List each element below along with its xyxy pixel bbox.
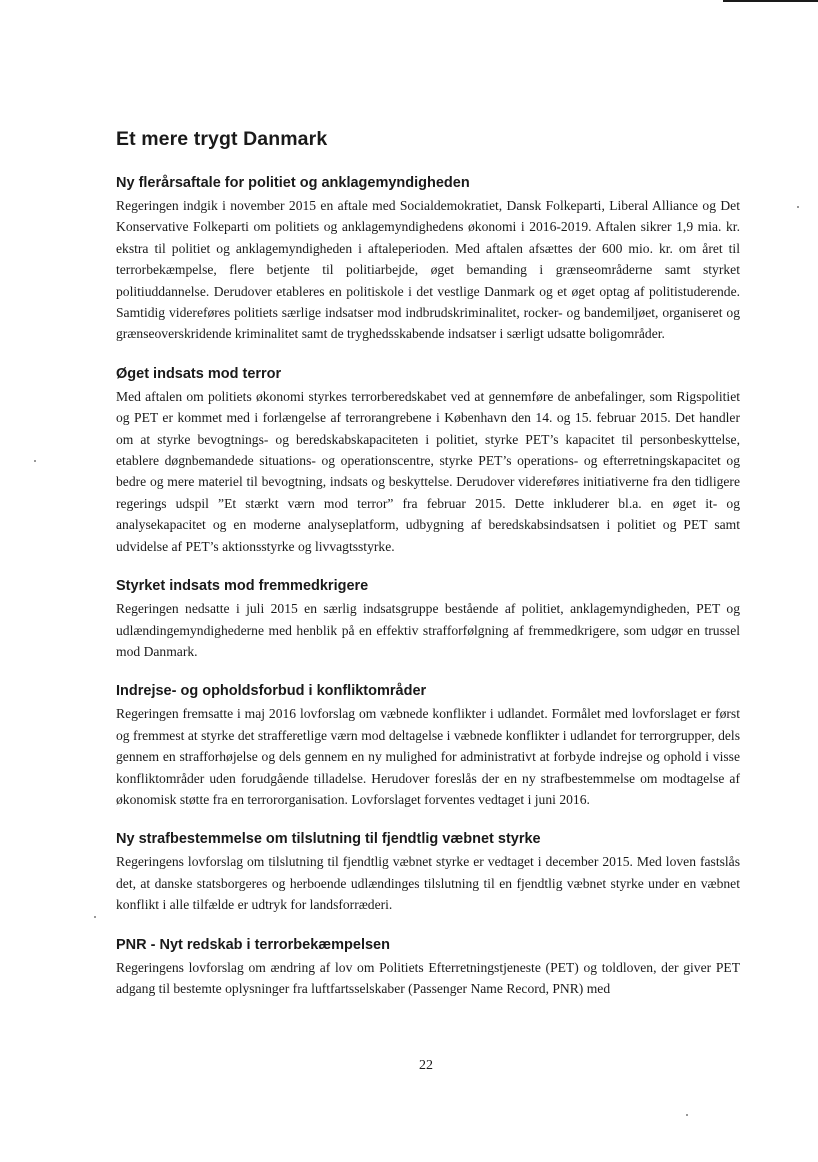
section-heading: PNR - Nyt redskab i terrorbekæmpelsen — [116, 936, 390, 953]
section-body: Regeringens lovforslag om ændring af lov om Politiets Efterretningstjeneste (PET) og toldloven, der giver PET adgang til bestemte oplysninger fra luftfartsselskaber (Passenger Name Record, PNR) med — [116, 959, 740, 996]
section-pnr — [116, 936, 740, 1000]
section-body: Med aftalen om politiets økonomi styrkes terrorberedskabet ved at gennemføre de anbefalinger, som Rigspolitiet og PET er kommet med i forlængelse af terrorangrebene i København den 14. og 15. februar 2015. Det handler om at styrke bevogtnings- og beredskabskapaciteten i politiet, styrke PET’s kapacitet til personbeskyttelse, etablere døgnbemandede situations- og operationscentre, styrke PET’s operations- og efterretningskapacitet og bedre og mere materiel til bevogtning, indsats og beskyttelse. Derudover videreføres initiativerne fra den tidligere regerings udspil ”Et stærkt værn mod terror” fra februar 2015. Dette inkluderer bl.a. en øget it- og analysekapacitet og en moderne analyseplatform, udbygning af beredskabsindsatsen i politiet og PET samt udvidelse af PET’s aktionsstyrke og livvagtsstyrke. — [116, 388, 740, 554]
scan-speck — [94, 916, 96, 918]
document-page — [116, 128, 740, 1019]
section-heading: Ny flerårsaftale for politiet og anklagemyndigheden — [116, 175, 470, 191]
scan-speck — [34, 460, 36, 462]
section-fremmedkrigere — [116, 577, 740, 662]
section-flerarsaftale — [116, 174, 740, 345]
section-heading: Styrket indsats mod fremmedkrigere — [116, 578, 369, 595]
section-heading: Ny strafbestemmelse om tilslutning til fjendtlig væbnet styrke — [116, 831, 541, 848]
scan-speck — [797, 206, 799, 208]
page-title: Et mere trygt Danmark — [116, 128, 328, 150]
scan-speck — [686, 1114, 688, 1116]
section-body: Regeringen fremsatte i maj 2016 lovforslag om væbnede konflikter i udlandet. Formålet med lovforslaget er først og fremmest at styrke det strafferetlige værn mod deltagelse i væbnede konflikter i udlandet for terrorgrupper, dels gennem en strafforhøjelse og dels gennem en ny mulighed for administrativt at forbyde indrejse og ophold i visse konfliktområder uden forudgående tilladelse. Herudover foreslås der en ny strafbestemmelse om modtagelse af økonomisk støtte fra en terrororganisation. Lovforslaget forventes vedtaget i juni 2016. — [116, 706, 740, 807]
scan-edge-line — [723, 0, 818, 2]
section-heading: Øget indsats mod terror — [116, 365, 282, 382]
section-indrejseforbud — [116, 682, 740, 810]
section-heading: Indrejse- og opholdsforbud i konfliktområder — [116, 683, 427, 700]
section-body: Regeringen indgik i november 2015 en aftale med Socialdemokratiet, Dansk Folkeparti, Liberal Alliance og Det Konservative Folkeparti om politiets og anklagemyndighedens økonomi i 2016-2019. Aftalen sikrer 1,9 mia. kr. ekstra til politiet og anklagemyndigheden i aftaleperioden. Med aftalen afsættes der 600 mio. kr. om året til terrorbekæmpelse, flere betjente til politiarbejde, øget bemanding i grænseområderne samt styrket politiuddannelse. Derudover etableres en politiskole i det vestlige Danmark og et øget optag af politistuderende. Samtidig videreføres politiets særlige indsatser mod indbrudskriminalitet, rocker- og bandemiljøet, organiseret og grænseoverskridende kriminalitet samt de tryghedsskabende indsatser i særligt udsatte boligområder. — [116, 198, 740, 342]
page-number: 22 — [419, 1058, 433, 1073]
section-terror — [116, 365, 740, 557]
section-strafbestemmelse — [116, 830, 740, 915]
section-body: Regeringen nedsatte i juli 2015 en særlig indsatsgruppe bestående af politiet, anklagemyndigheden, PET og udlændingemyndighederne med henblik på en effektiv strafforfølgning af fremmedkrigere, som udgør en trussel mod Danmark. — [116, 601, 740, 659]
section-body: Regeringens lovforslag om tilslutning til fjendtlig væbnet styrke er vedtaget i december 2015. Med loven fastslås det, at danske statsborgeres og herboende udlændinges tilslutning til en fjendtlig væbnet styrke under en væbnet konflikt i alle tilfælde er udtryk for landsforræderi. — [116, 854, 740, 913]
